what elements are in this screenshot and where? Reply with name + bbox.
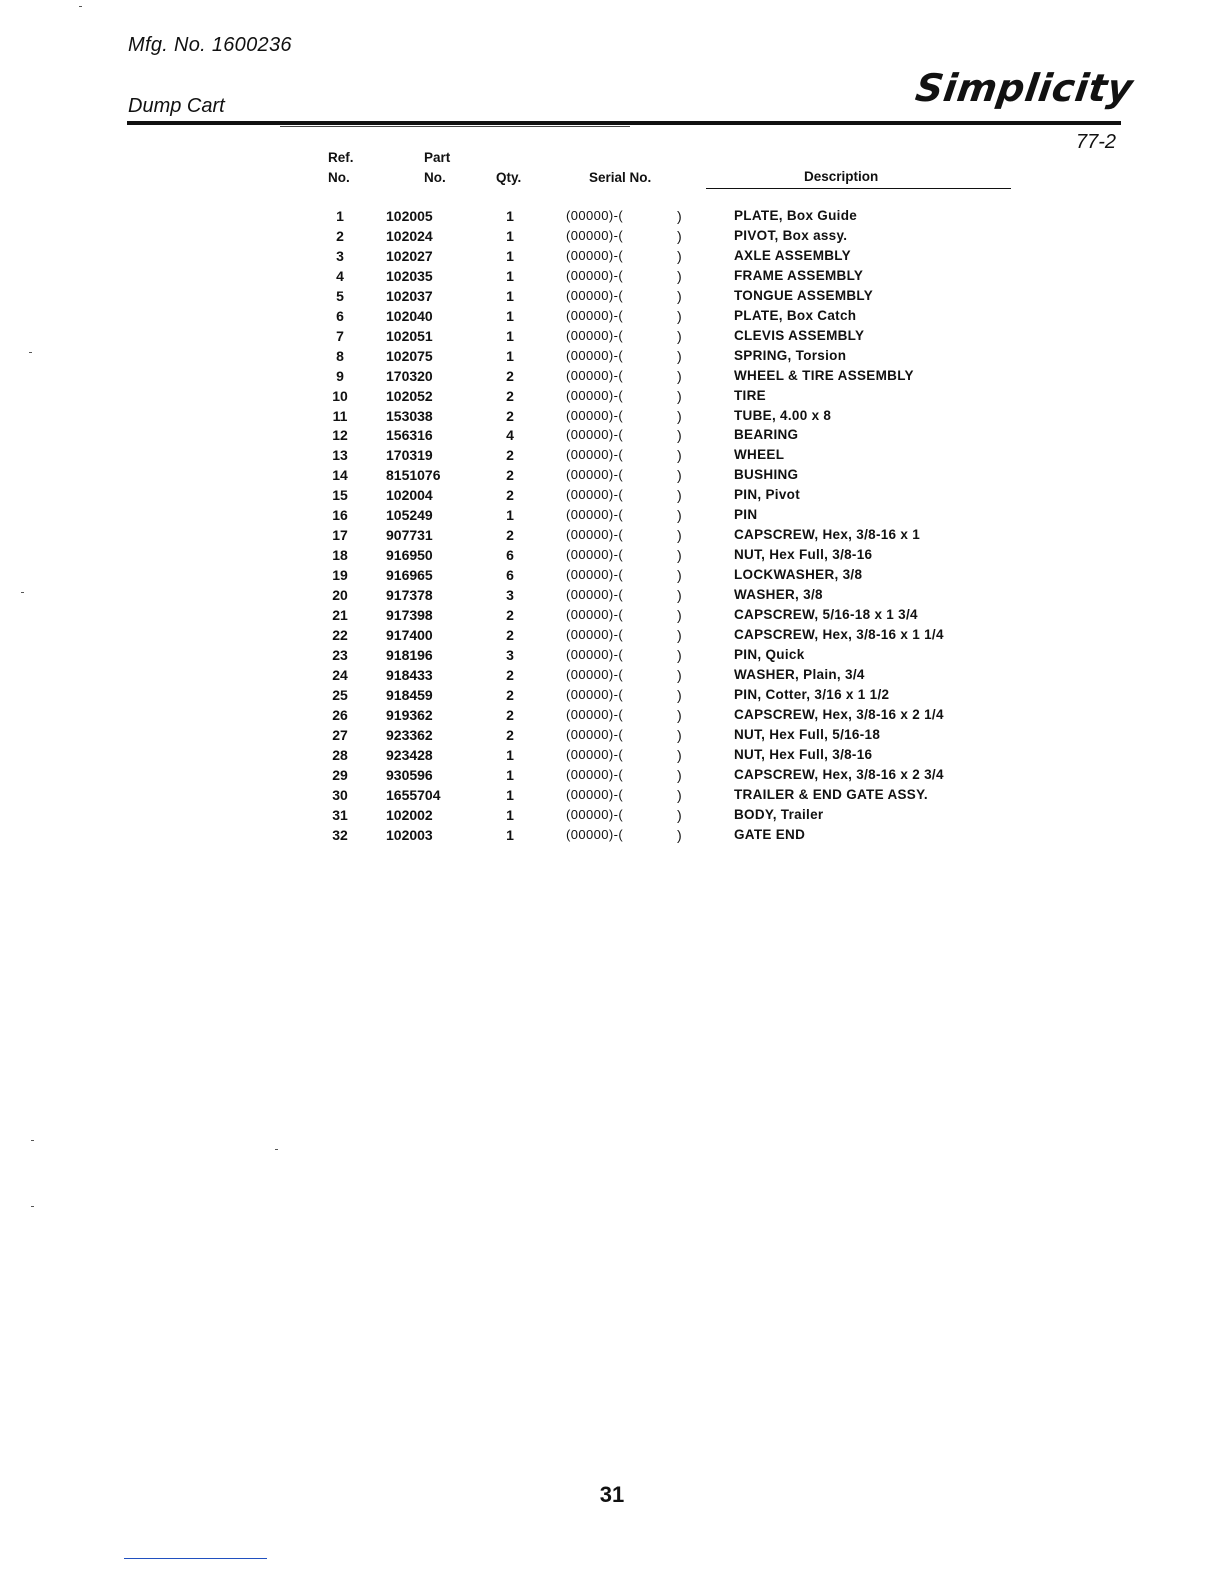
row-ref: 8: [336, 347, 344, 364]
row-part-number: 916950: [386, 547, 433, 564]
row-part-number: 917400: [386, 627, 433, 644]
row-serial: (00000)-(: [566, 367, 624, 383]
row-description: WHEEL: [734, 447, 785, 463]
row-serial: (00000)-(: [566, 427, 624, 443]
row-part-number: 930596: [386, 766, 433, 783]
table-row: [0, 485, 1224, 505]
row-serial: (00000)-(: [566, 587, 624, 603]
row-description: CAPSCREW, Hex, 3/8-16 x 1 1/4: [734, 627, 944, 643]
row-part-number: 153038: [386, 407, 433, 424]
row-serial-close: ): [677, 307, 682, 324]
row-ref: 27: [332, 726, 348, 743]
row-serial-close: ): [677, 627, 682, 644]
row-description: PIN, Pivot: [734, 487, 801, 503]
row-quantity: 1: [506, 766, 514, 783]
row-part-number: 918433: [386, 666, 433, 683]
row-quantity: 1: [506, 287, 514, 304]
row-part-number: 907731: [386, 527, 433, 544]
row-description: TUBE, 4.00 x 8: [734, 407, 832, 423]
table-row: [0, 366, 1224, 386]
row-quantity: 6: [506, 567, 514, 584]
row-ref: 13: [332, 447, 348, 464]
row-ref: 14: [332, 467, 348, 484]
scan-speck: [275, 1149, 278, 1150]
row-quantity: 1: [506, 347, 514, 364]
table-row: [0, 286, 1224, 306]
row-serial: (00000)-(: [566, 786, 624, 802]
table-row: [0, 266, 1224, 286]
row-quantity: 2: [506, 666, 514, 683]
row-serial-close: ): [677, 387, 682, 404]
row-serial: (00000)-(: [566, 666, 624, 682]
scan-speck: [29, 352, 32, 353]
row-quantity: 1: [506, 327, 514, 344]
table-row: [0, 585, 1224, 605]
row-part-number: 917398: [386, 607, 433, 624]
row-description: CLEVIS ASSEMBLY: [734, 327, 865, 343]
row-serial: (00000)-(: [566, 746, 624, 762]
row-serial-close: ): [677, 208, 682, 224]
row-description: NUT, Hex Full, 3/8-16: [734, 746, 873, 762]
row-serial-close: ): [677, 746, 682, 763]
row-ref: 32: [332, 826, 348, 843]
row-ref: 4: [336, 267, 344, 284]
header-serial: Serial No.: [589, 170, 652, 185]
row-ref: 7: [336, 327, 344, 344]
row-serial-close: ): [677, 507, 682, 524]
row-serial-close: ): [677, 686, 682, 703]
row-part-number: 8151076: [386, 467, 441, 484]
row-serial-close: ): [677, 587, 682, 604]
row-serial: (00000)-(: [566, 527, 624, 543]
row-part-number: 105249: [386, 507, 433, 524]
row-serial: (00000)-(: [566, 547, 624, 563]
row-serial: (00000)-(: [566, 467, 624, 483]
row-description: TONGUE ASSEMBLY: [734, 287, 874, 303]
row-serial: (00000)-(: [566, 227, 624, 243]
row-ref: 1: [336, 208, 344, 224]
row-serial-close: ): [677, 826, 682, 843]
row-serial-close: ): [677, 467, 682, 484]
row-serial-close: ): [677, 806, 682, 823]
table-row: [0, 465, 1224, 485]
row-serial-close: ): [677, 786, 682, 803]
row-quantity: 1: [506, 227, 514, 244]
row-quantity: 4: [506, 427, 514, 444]
row-part-number: 923362: [386, 726, 433, 743]
row-part-number: 170320: [386, 367, 433, 384]
row-description: TIRE: [734, 387, 766, 403]
row-part-number: 102075: [386, 347, 433, 364]
row-serial-close: ): [677, 427, 682, 444]
row-serial-close: ): [677, 287, 682, 304]
scan-speck: [79, 6, 82, 7]
row-ref: 24: [332, 666, 348, 683]
row-part-number: 917378: [386, 587, 433, 604]
row-quantity: 3: [506, 587, 514, 604]
row-description: SPRING, Torsion: [734, 347, 847, 363]
row-part-number: 102035: [386, 267, 433, 284]
row-serial: (00000)-(: [566, 507, 624, 523]
row-serial: (00000)-(: [566, 487, 624, 503]
row-serial: (00000)-(: [566, 407, 624, 423]
row-quantity: 2: [506, 686, 514, 703]
row-ref: 3: [336, 247, 344, 264]
parts-table: [0, 206, 1224, 845]
row-ref: 9: [336, 367, 344, 384]
row-description: TRAILER & END GATE ASSY.: [734, 786, 928, 802]
row-part-number: 102003: [386, 826, 433, 843]
row-serial: (00000)-(: [566, 307, 624, 323]
header-part-line1: Part: [424, 150, 451, 165]
row-description: WASHER, Plain, 3/4: [734, 666, 865, 682]
row-serial-close: ): [677, 527, 682, 544]
row-serial-close: ): [677, 267, 682, 284]
row-quantity: 2: [506, 487, 514, 504]
row-quantity: 1: [506, 746, 514, 763]
row-ref: 30: [332, 786, 348, 803]
row-quantity: 1: [506, 267, 514, 284]
row-part-number: 102024: [386, 227, 433, 244]
header-part: [424, 148, 450, 188]
row-serial: (00000)-(: [566, 447, 624, 463]
table-row: [0, 605, 1224, 625]
row-quantity: 1: [506, 507, 514, 524]
row-quantity: 2: [506, 387, 514, 404]
header-description: Description: [804, 169, 879, 184]
row-serial-close: ): [677, 607, 682, 624]
row-serial-close: ): [677, 327, 682, 344]
table-row: [0, 685, 1224, 705]
row-part-number: 1655704: [386, 786, 441, 803]
scan-speck: [21, 592, 24, 593]
row-serial: (00000)-(: [566, 706, 624, 722]
row-quantity: 6: [506, 547, 514, 564]
row-serial-close: ): [677, 766, 682, 783]
row-description: PIN, Cotter, 3/16 x 1 1/2: [734, 686, 890, 702]
table-row: [0, 346, 1224, 366]
row-serial-close: ): [677, 726, 682, 743]
row-ref: 5: [336, 287, 344, 304]
row-description: AXLE ASSEMBLY: [734, 247, 851, 263]
mfg-number: Mfg. No. 1600236: [128, 34, 292, 56]
row-part-number: 102027: [386, 247, 433, 264]
table-row: [0, 445, 1224, 465]
row-serial: (00000)-(: [566, 686, 624, 702]
row-quantity: 1: [506, 786, 514, 803]
table-row: [0, 525, 1224, 545]
row-ref: 17: [332, 527, 348, 544]
row-quantity: 1: [506, 247, 514, 264]
row-description: FRAME ASSEMBLY: [734, 267, 864, 283]
row-serial-close: ): [677, 367, 682, 384]
table-row: [0, 825, 1224, 845]
table-row: [0, 725, 1224, 745]
row-description: CAPSCREW, Hex, 3/8-16 x 1: [734, 527, 921, 543]
row-serial: (00000)-(: [566, 208, 624, 223]
row-quantity: 2: [506, 627, 514, 644]
row-quantity: 1: [506, 208, 514, 224]
row-ref: 28: [332, 746, 348, 763]
row-part-number: 102004: [386, 487, 433, 504]
header-qty: Qty.: [496, 170, 522, 185]
row-description: CAPSCREW, Hex, 3/8-16 x 2 1/4: [734, 706, 944, 722]
row-serial-close: ): [677, 447, 682, 464]
header-ref-line2: No.: [328, 170, 350, 185]
row-quantity: 2: [506, 447, 514, 464]
row-ref: 12: [332, 427, 348, 444]
row-part-number: 102037: [386, 287, 433, 304]
row-quantity: 2: [506, 726, 514, 743]
header-ref-line1: Ref.: [328, 150, 354, 165]
row-part-number: 156316: [386, 427, 433, 444]
row-ref: 6: [336, 307, 344, 324]
row-serial: (00000)-(: [566, 646, 624, 662]
table-row: [0, 625, 1224, 645]
row-serial-close: ): [677, 666, 682, 683]
row-serial-close: ): [677, 247, 682, 264]
row-part-number: 102051: [386, 327, 433, 344]
header-rule-thin: [280, 126, 630, 127]
table-row: [0, 246, 1224, 266]
table-row: [0, 545, 1224, 565]
row-ref: 22: [332, 627, 348, 644]
table-row: [0, 386, 1224, 406]
table-row: [0, 805, 1224, 825]
row-serial: (00000)-(: [566, 347, 624, 363]
footer-line: [124, 1558, 267, 1559]
row-quantity: 2: [506, 407, 514, 424]
row-description: CAPSCREW, Hex, 3/8-16 x 2 3/4: [734, 766, 944, 782]
row-serial: (00000)-(: [566, 567, 624, 583]
row-quantity: 2: [506, 527, 514, 544]
row-description: PIN: [734, 507, 758, 523]
table-row: [0, 306, 1224, 326]
table-row: [0, 745, 1224, 765]
row-part-number: 918196: [386, 646, 433, 663]
row-ref: 15: [332, 487, 348, 504]
row-part-number: 170319: [386, 447, 433, 464]
row-ref: 29: [332, 766, 348, 783]
row-ref: 18: [332, 547, 348, 564]
row-description: LOCKWASHER, 3/8: [734, 567, 863, 583]
row-part-number: 102002: [386, 806, 433, 823]
row-quantity: 2: [506, 607, 514, 624]
row-part-number: 919362: [386, 706, 433, 723]
row-description: NUT, Hex Full, 5/16-18: [734, 726, 881, 742]
row-description: PIN, Quick: [734, 646, 805, 662]
row-part-number: 102005: [386, 208, 433, 224]
row-part-number: 918459: [386, 686, 433, 703]
row-serial: (00000)-(: [566, 327, 624, 343]
row-part-number: 916965: [386, 567, 433, 584]
row-serial: (00000)-(: [566, 607, 624, 623]
row-quantity: 1: [506, 826, 514, 843]
scan-speck: [31, 1140, 34, 1141]
row-description: PLATE, Box Catch: [734, 307, 857, 323]
row-serial: (00000)-(: [566, 726, 624, 742]
page-reference: 77-2: [1076, 131, 1117, 153]
row-serial-close: ): [677, 547, 682, 564]
row-serial: (00000)-(: [566, 387, 624, 403]
row-serial-close: ): [677, 227, 682, 244]
row-ref: 20: [332, 587, 348, 604]
header-part-line2: No.: [424, 170, 446, 185]
product-name: Dump Cart: [128, 95, 225, 117]
row-serial: (00000)-(: [566, 267, 624, 283]
table-row: [0, 785, 1224, 805]
row-quantity: 1: [506, 307, 514, 324]
header-ref: [328, 148, 354, 188]
row-serial-close: ): [677, 646, 682, 663]
row-serial-close: ): [677, 407, 682, 424]
row-part-number: 102040: [386, 307, 433, 324]
table-row: [0, 406, 1224, 426]
row-part-number: 102052: [386, 387, 433, 404]
header-underline: [706, 188, 1011, 189]
scan-speck: [31, 1206, 34, 1207]
row-ref: 10: [332, 387, 348, 404]
row-description: BEARING: [734, 427, 799, 443]
row-description: PIVOT, Box assy.: [734, 227, 848, 243]
row-description: GATE END: [734, 826, 806, 842]
table-row: [0, 505, 1224, 525]
row-quantity: 2: [506, 706, 514, 723]
row-quantity: 1: [506, 806, 514, 823]
row-description: PLATE, Box Guide: [734, 208, 858, 223]
row-description: NUT, Hex Full, 3/8-16: [734, 547, 873, 563]
row-ref: 21: [332, 607, 348, 624]
row-serial-close: ): [677, 567, 682, 584]
row-ref: 23: [332, 646, 348, 663]
row-serial-close: ): [677, 706, 682, 723]
row-description: WASHER, 3/8: [734, 587, 823, 603]
row-ref: 31: [332, 806, 348, 823]
row-serial: (00000)-(: [566, 806, 624, 822]
row-quantity: 2: [506, 367, 514, 384]
table-row: [0, 765, 1224, 785]
table-row: [0, 226, 1224, 246]
row-ref: 25: [332, 686, 348, 703]
row-serial-close: ): [677, 487, 682, 504]
row-ref: 19: [332, 567, 348, 584]
row-ref: 16: [332, 507, 348, 524]
row-serial: (00000)-(: [566, 247, 624, 263]
row-serial: (00000)-(: [566, 287, 624, 303]
row-part-number: 923428: [386, 746, 433, 763]
table-row: [0, 326, 1224, 346]
table-row: [0, 565, 1224, 585]
row-quantity: 2: [506, 467, 514, 484]
table-row: [0, 425, 1224, 445]
header-rule: [127, 121, 1121, 125]
table-row: [0, 665, 1224, 685]
table-row: [0, 705, 1224, 725]
page-number: 31: [599, 1482, 625, 1507]
brand-logo: Simplicity: [912, 66, 1136, 110]
row-serial: (00000)-(: [566, 826, 624, 842]
table-row: [0, 645, 1224, 665]
row-serial: (00000)-(: [566, 766, 624, 782]
row-serial-close: ): [677, 347, 682, 364]
row-description: BUSHING: [734, 467, 799, 483]
row-description: BODY, Trailer: [734, 806, 824, 822]
row-ref: 11: [332, 407, 348, 424]
row-quantity: 3: [506, 646, 514, 663]
row-ref: 2: [336, 227, 344, 244]
row-ref: 26: [332, 706, 348, 723]
row-description: CAPSCREW, 5/16-18 x 1 3/4: [734, 607, 918, 623]
table-row: [0, 206, 1224, 226]
row-description: WHEEL & TIRE ASSEMBLY: [734, 367, 914, 383]
row-serial: (00000)-(: [566, 627, 624, 643]
